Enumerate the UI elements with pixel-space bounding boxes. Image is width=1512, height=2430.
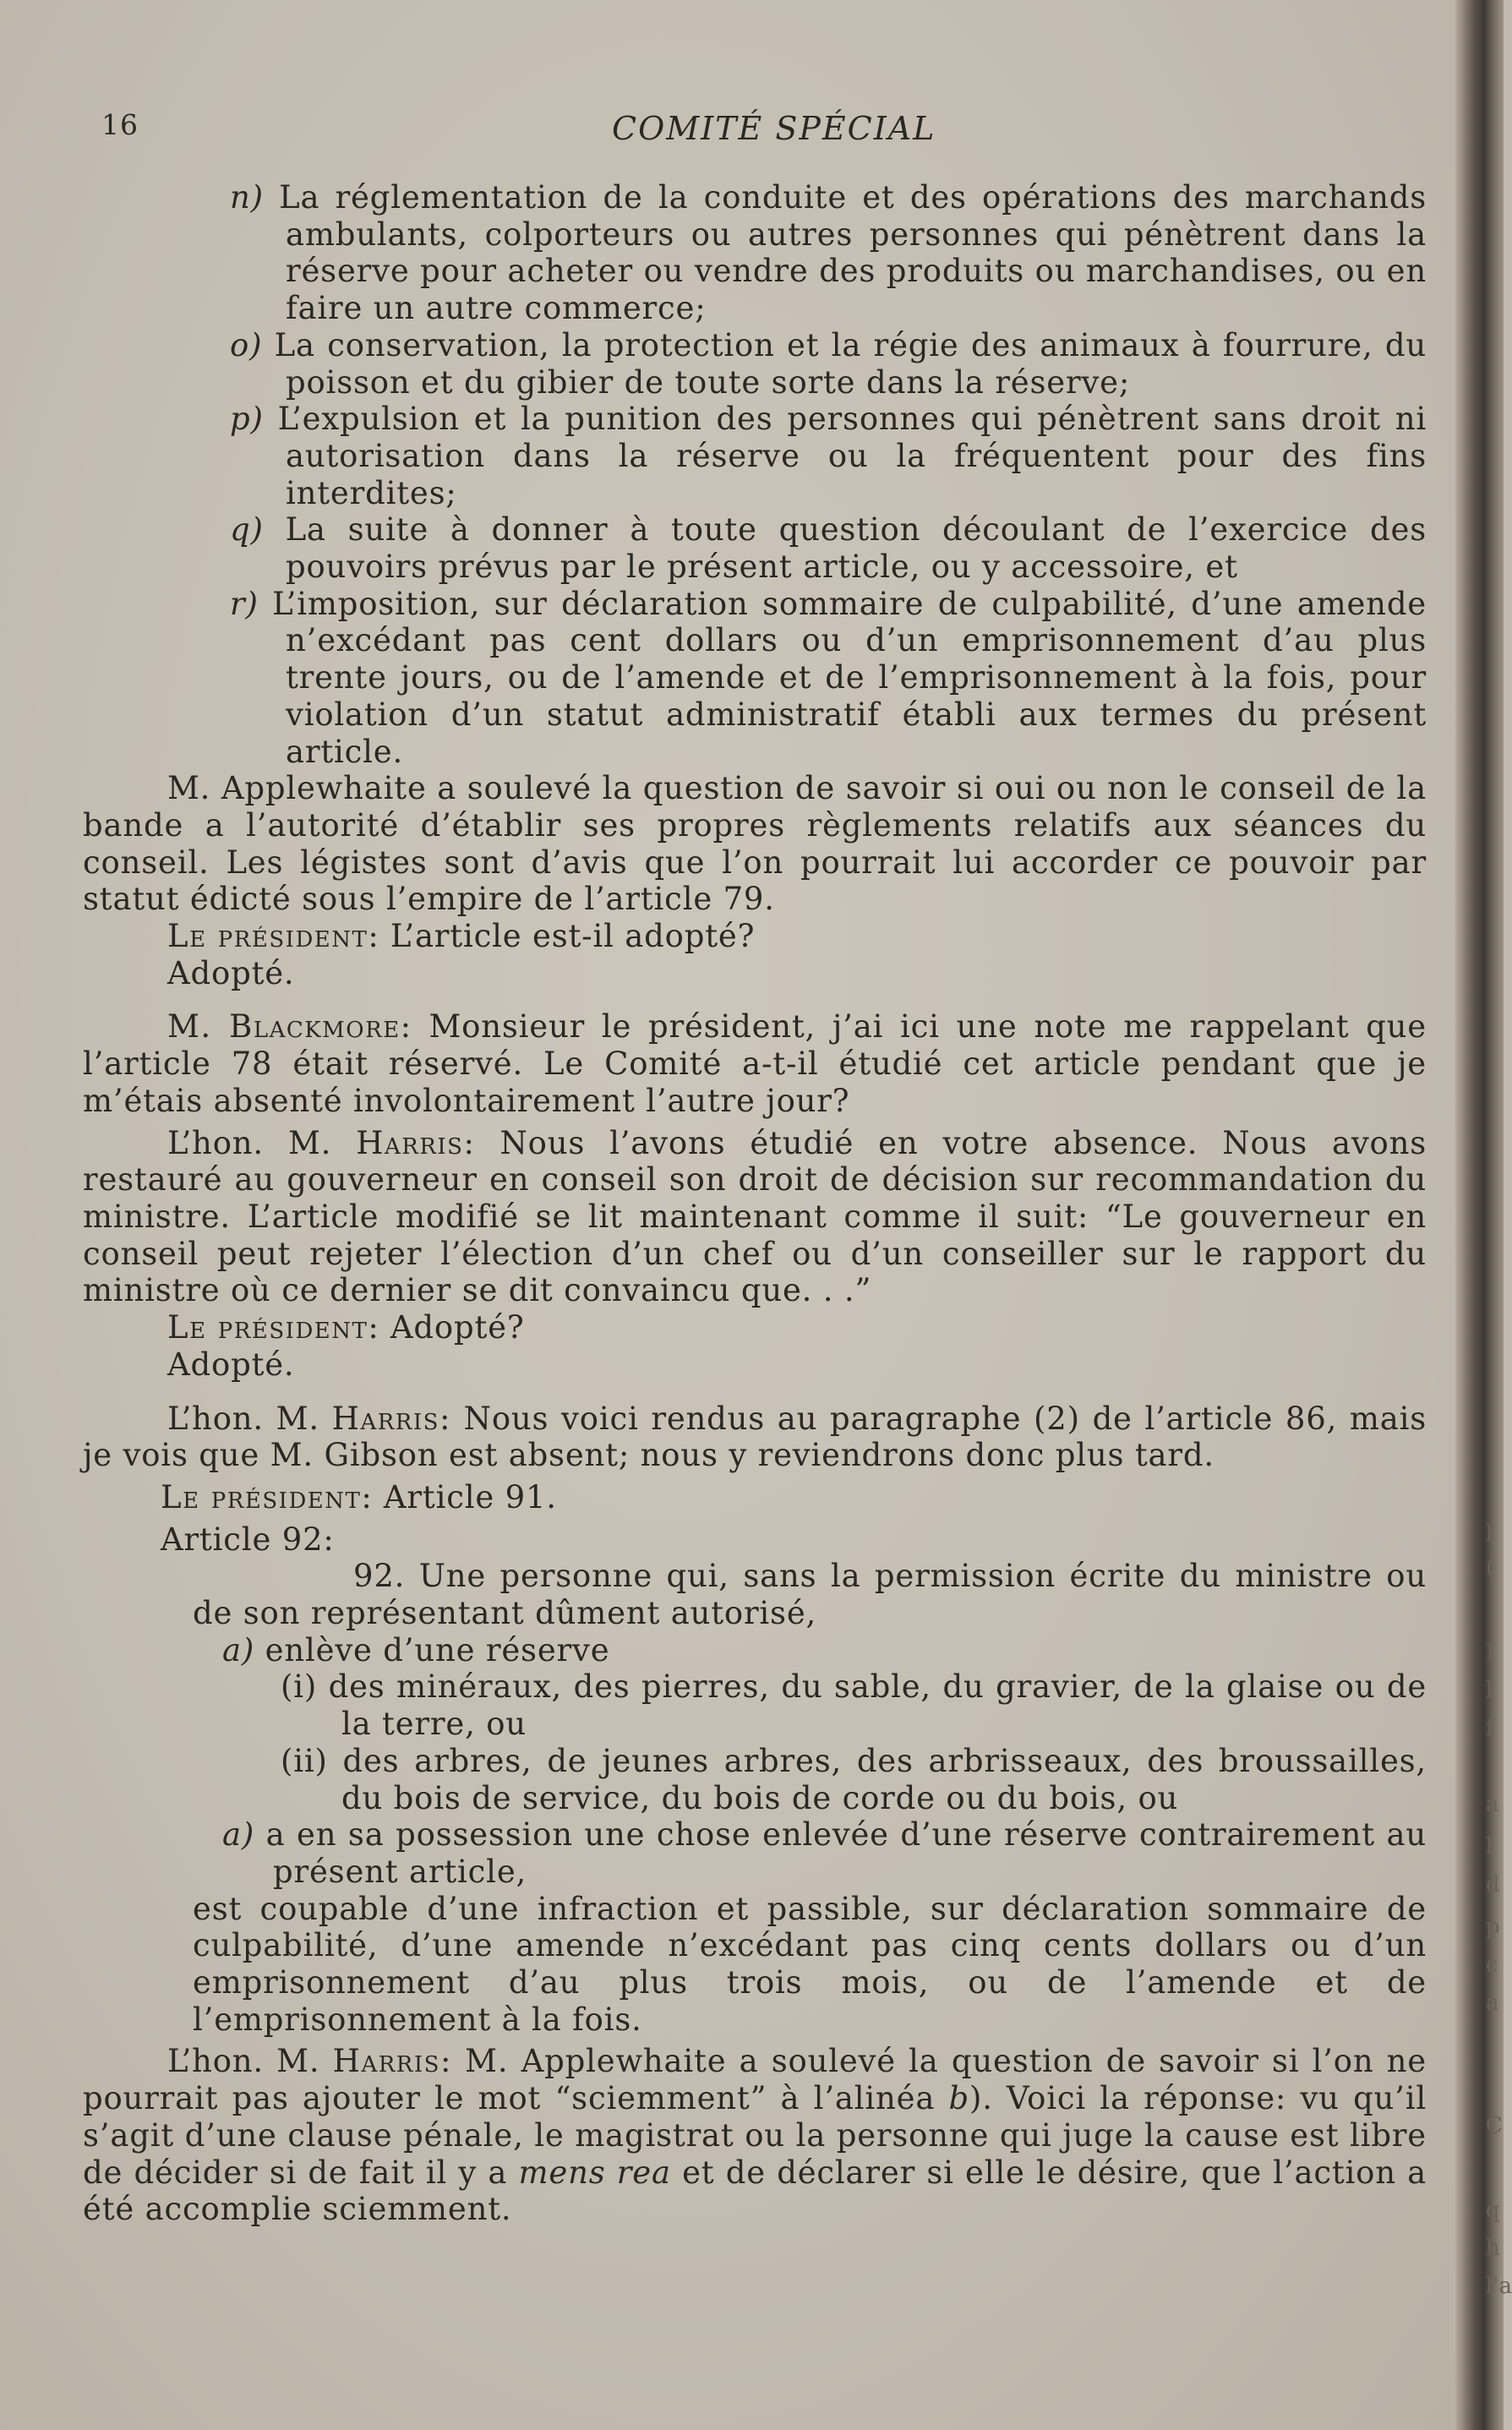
- section-item-b: [83, 1816, 1427, 1890]
- item-text: L’expulsion et la punition des personnes qui pénètrent sans droit ni autorisation dans la réserve ou la fréquentent pour des fins interdites;: [277, 401, 1427, 511]
- section-92-penalty: est coupable d’une infraction et passible, sur déclaration sommaire de culpabilité, d’une amende n’excédant pas cinq cents dollars ou d’un emprisonnement d’au plus trois mois, ou de l’amende et de l’emprisonnement à la fois.: [193, 1890, 1427, 2038]
- facing-page-fragment: d: [1486, 1872, 1500, 1898]
- item-text: des minéraux, des pierres, du sable, du gravier, de la glaise ou de la terre, ou: [328, 1668, 1427, 1743]
- item-label: r): [230, 585, 259, 622]
- speech-text: Adopté?: [390, 1309, 525, 1346]
- speech-text: et de déclarer si elle le désire, que l’action a été accomplie sciemment.: [83, 2154, 1427, 2228]
- speech-text: Article 91.: [383, 1478, 557, 1515]
- item-label: q): [230, 511, 264, 549]
- response: Adopté.: [167, 954, 295, 991]
- facing-page-fragment: l'a: [1486, 2274, 1512, 2299]
- speaker-prefix: L’hon. M.: [167, 1400, 319, 1437]
- speaker-name: Harris:: [356, 1124, 476, 1161]
- facing-page-fragment: I: [1486, 1640, 1495, 1665]
- speaker-name: Harris:: [331, 1400, 451, 1437]
- speaker-prefix: L’hon. M.: [167, 2043, 320, 2080]
- president-statement: [83, 1479, 1427, 1516]
- speaker-name: Harris:: [332, 2043, 452, 2080]
- speaker-prefix: L’hon. M.: [167, 1124, 332, 1161]
- facing-page-fragment: C: [1486, 2113, 1503, 2138]
- facing-page-fragment: h: [1486, 2236, 1500, 2261]
- item-text: L’imposition, sur déclaration sommaire de culpabilité, d’une amende n’excédant pas cent dollars ou d’un emprisonnement d’au plus trente jours, ou de l’amende et de l’emprisonnement à la fois, pour violation d’un statut administratif établi aux termes du présent article.: [272, 585, 1427, 770]
- item-text: a en sa possession une chose enlevée d’une réserve contrairement au présent article,: [265, 1816, 1427, 1890]
- italic-letter: b: [948, 2080, 969, 2117]
- facing-page-fragment: p: [1486, 1914, 1500, 1940]
- item-label: n): [230, 179, 264, 216]
- item-label: a): [222, 1816, 255, 1854]
- facing-page-fragment: a: [1486, 1990, 1499, 2016]
- book-spine-shadow: [1455, 0, 1504, 2430]
- list-item: [83, 327, 1427, 401]
- speaker-name: Le président:: [167, 1309, 380, 1346]
- paragraph-applewhaite: M. Applewhaite a soulevé la question de savoir si oui ou non le conseil de la bande a l’autorité d’établir ses propres règlements relatifs aux séances du conseil. Les légistes sont d’avis que l’on pourrait lui accorder ce pouvoir par statut édicté sous l’empire de l’article 79.: [83, 770, 1427, 918]
- speaker-name: M. Blackmore:: [167, 1008, 412, 1046]
- section-item-a: [83, 1632, 1427, 1669]
- item-text: des arbres, de jeunes arbres, des arbrisseaux, des broussailles, du bois de service, du bois de corde ou du bois, ou: [341, 1742, 1427, 1816]
- facing-page-fragment: l: [1486, 1834, 1493, 1859]
- response: Adopté.: [167, 1346, 295, 1383]
- facing-page-fragment: f: [1486, 1716, 1494, 1741]
- speech-text: Nous l’avons étudié en votre absence. Nous avons restauré au gouverneur en conseil son droit de décision sur recommandation du ministre. L’article modifié se lit maintenant comme il suit: “Le gouverneur en conseil peut rejeter l’élection d’un chef ou d’un conseiller sur le rapport du ministre où ce dernier se dit convaincu que. . .”: [83, 1124, 1427, 1309]
- speech-text: L’article est-il adopté?: [390, 918, 756, 955]
- section-92-opening: 92. Une personne qui, sans la permission écrite du ministre ou de son représentant dûment autorisé,: [193, 1558, 1427, 1632]
- speaker-name: Le président:: [167, 918, 380, 955]
- harris-speech: [83, 1401, 1427, 1474]
- item-text: La réglementation de la conduite et des opérations des marchands ambulants, colporteurs ou autres personnes qui pénètrent dans la réserve pour acheter ou vendre des produits ou marchandises, ou en faire un autre commerce;: [279, 179, 1427, 327]
- item-label: p): [230, 401, 264, 438]
- harris-speech: [83, 2043, 1427, 2228]
- speech-text: Monsieur le président, j’ai ici une note me rappelant que l’article 78 était réservé. Le Comité a-t-il étudié cet article pendant que je m’étais absenté involontairement l’autre jour?: [83, 1008, 1427, 1119]
- facing-page-fragment: (: [1486, 1555, 1495, 1581]
- speech-text: M. Applewhaite a soulevé la question de savoir si l’on ne pourrait pas ajouter le mot “sciemment” à l’alinéa: [83, 2043, 1427, 2117]
- section-subitem-i: [83, 1668, 1427, 1742]
- latin-term: mens rea: [518, 2154, 671, 2191]
- item-text: La conservation, la protection et la régie des animaux à fourrure, du poisson et du gibier de toute sorte dans la réserve;: [274, 326, 1427, 401]
- facing-page-fragment: a: [1486, 1792, 1499, 1817]
- speech-text: ). Voici la réponse: vu qu’il s’agit d’une clause pénale, le magistrat ou la personne qui juge la cause est libre de décider si de fait il y a: [83, 2080, 1427, 2191]
- list-item: [83, 511, 1427, 585]
- item-label: o): [230, 326, 263, 363]
- item-label: (i): [281, 1668, 318, 1706]
- item-label: (ii): [281, 1742, 328, 1779]
- blackmore-speech: [83, 1008, 1427, 1119]
- speaker-name: Le président:: [161, 1478, 374, 1515]
- section-subitem-ii: [83, 1743, 1427, 1816]
- item-text: enlève d’une réserve: [265, 1631, 610, 1668]
- facing-page-fragment: c: [1486, 1952, 1498, 1978]
- list-item: [83, 179, 1427, 327]
- facing-page-fragment: l: [1486, 1521, 1493, 1547]
- facing-page-fragment: q: [1486, 2198, 1500, 2223]
- item-label: a): [222, 1631, 255, 1668]
- body-text: [83, 179, 1427, 2228]
- president-question: [83, 918, 1427, 955]
- item-text: La suite à donner à toute question découlant de l’exercice des pouvoirs prévus par le présent article, ou y accessoire, et: [285, 511, 1427, 586]
- page-number: 16: [101, 108, 139, 141]
- speech-text: Nous voici rendus au paragraphe (2) de l’article 86, mais je vois que M. Gibson est absent; nous y reviendrons donc plus tard.: [83, 1400, 1427, 1474]
- harris-speech: [83, 1125, 1427, 1310]
- list-item: [83, 586, 1427, 771]
- president-question: [83, 1309, 1427, 1346]
- article-heading: Article 92:: [161, 1521, 335, 1558]
- running-head: COMITÉ SPÉCIAL: [612, 110, 936, 147]
- facing-page-fragment: l: [1486, 1678, 1493, 1703]
- list-item: [83, 401, 1427, 511]
